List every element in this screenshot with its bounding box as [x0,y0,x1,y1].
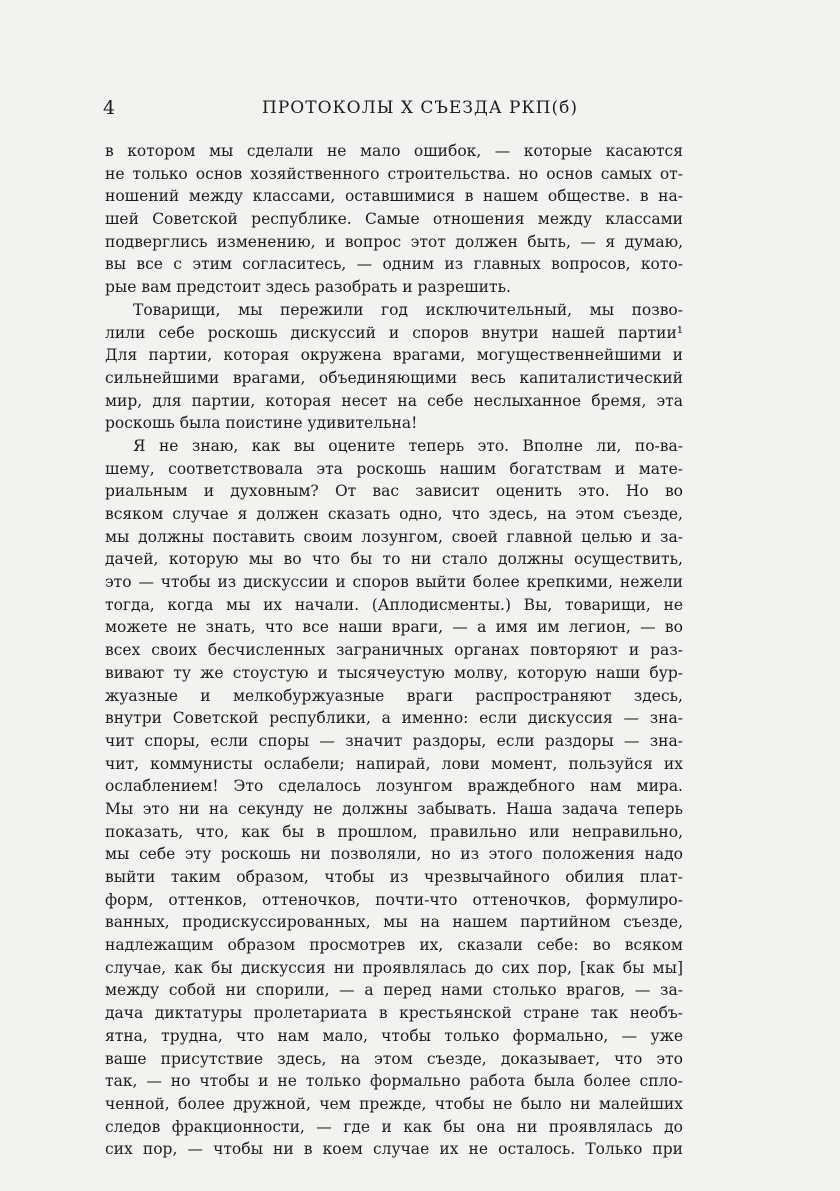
text-line: ношений между классами, оставшимися в нашем обществе. в на- [105,187,683,206]
text-line: Я не знаю, как вы оцените теперь это. Вполне ли, по-ва- [133,436,683,455]
text-line: жуазные и мелкобуржуазные враги распространяют здесь, [105,686,683,705]
text-line: тогда, когда мы их начали. (Аплодисменты.) Вы, товарищи, не [105,595,683,614]
text-line: дача диктатуры пролетариата в крестьянской стране так необъ- [105,1004,683,1023]
text-line: сих пор, — чтобы ни в коем случае их не осталось. Только при [105,1140,683,1159]
text-line: внутри Советской республики, а именно: если дискуссия — зна- [105,709,683,728]
text-line: Для партии, которая окружена врагами, могущественнейшими и [105,346,683,365]
text-line: Товарищи, мы пережили год исключительный, мы позво- [133,300,683,319]
body-text [105,140,683,1161]
text-line: в котором мы сделали не мало ошибок, — которые касаются [105,142,683,160]
text-line: шей Советской республике. Самые отношения между классами [105,210,683,229]
text-line: случае, как бы дискуссия ни проявлялась до сих пор, [как бы мы] [105,958,683,977]
text-line: риальным и духовным? От вас зависит оценить это. Но во [105,482,683,501]
text-line: лили себе роскошь дискуссий и споров внутри нашей партии¹ [105,323,683,342]
text-line: можете не знать, что все наши враги, — а имя им легион, — во [105,618,683,637]
text-line: мир, для партии, которая несет на себе неслыханное бремя, эта [105,391,683,410]
text-line: ванных, продискуссированных, мы на нашем партийном съезде, [105,913,683,932]
text-line: всяком случае я должен сказать одно, что здесь, на этом съезде, [105,505,683,523]
text-line: вы все с этим согласитесь, — одним из главных вопросов, кото- [105,255,683,274]
text-line: так, — но чтобы и не только формально работа была более спло- [105,1072,683,1091]
page-number: 4 [103,97,116,119]
text-line: роскошь была поистине удивительна! [105,414,418,433]
text-line: Мы это ни на секунду не должны забывать. Наша задача теперь [105,799,683,818]
text-line: ченной, более дружной, чем прежде, чтобы не было ни малейших [105,1094,683,1113]
text-line: сильнейшими врагами, объединяющими весь капиталистический [105,368,683,387]
text-line: мы себе эту роскошь ни позволяли, но из этого положения надо [105,845,683,864]
text-line: дачей, которую мы во что бы то ни стало должны осуществить, [105,550,683,569]
text-line: выйти таким образом, чтобы из чрезвычайного обилия плат- [105,868,683,886]
text-line: ятна, трудна, что нам мало, чтобы только формально, — уже [105,1026,683,1045]
text-line: подверглись изменению, и вопрос этот должен быть, — я думаю, [105,232,683,251]
text-line: рые вам предстоит здесь разобрать и разрешить. [105,278,511,297]
text-line: ослаблением! Это сделалось лозунгом враждебного нам мира. [105,777,683,796]
text-line: не только основ хозяйственного строительства. но основ самых от- [105,164,683,183]
text-line: шему, соответствовала эта роскошь нашим богатствам и мате- [105,459,683,478]
text-line: надлежащим образом просмотрев их, сказали себе: во всяком [105,936,683,955]
text-line: следов фракционности, — где и как бы она ни проявлялась до [105,1117,683,1136]
text-line: это — чтобы из дискуссии и споров выйти более крепкими, нежели [105,573,683,592]
text-line: мы должны поставить своим лозунгом, своей главной целью и за- [105,527,683,546]
text-line: всех своих бесчисленных заграничных органах повторяют и раз- [105,641,683,660]
running-title: ПРОТОКОЛЫ X СЪЕЗДА РКП(б) [262,98,578,118]
text-line: показать, что, как бы в прошлом, правильно или неправильно, [105,822,683,841]
text-line: ваше присутствие здесь, на этом съезде, доказывает, что это [105,1049,683,1068]
text-line: чит споры, если споры — значит раздоры, если раздоры — зна- [105,731,683,750]
text-line: чит, коммунисты ослабели; напирай, лови момент, пользуйся их [105,754,683,773]
text-line: форм, оттенков, оттеночков, почти-что оттеночков, формулиро- [105,890,683,909]
text-line: между собой ни спорили, — а перед нами столько врагов, — за- [105,981,683,1000]
text-line: вивают ту же стоустую и тысячеустую молву, которую наши бур- [105,663,683,682]
